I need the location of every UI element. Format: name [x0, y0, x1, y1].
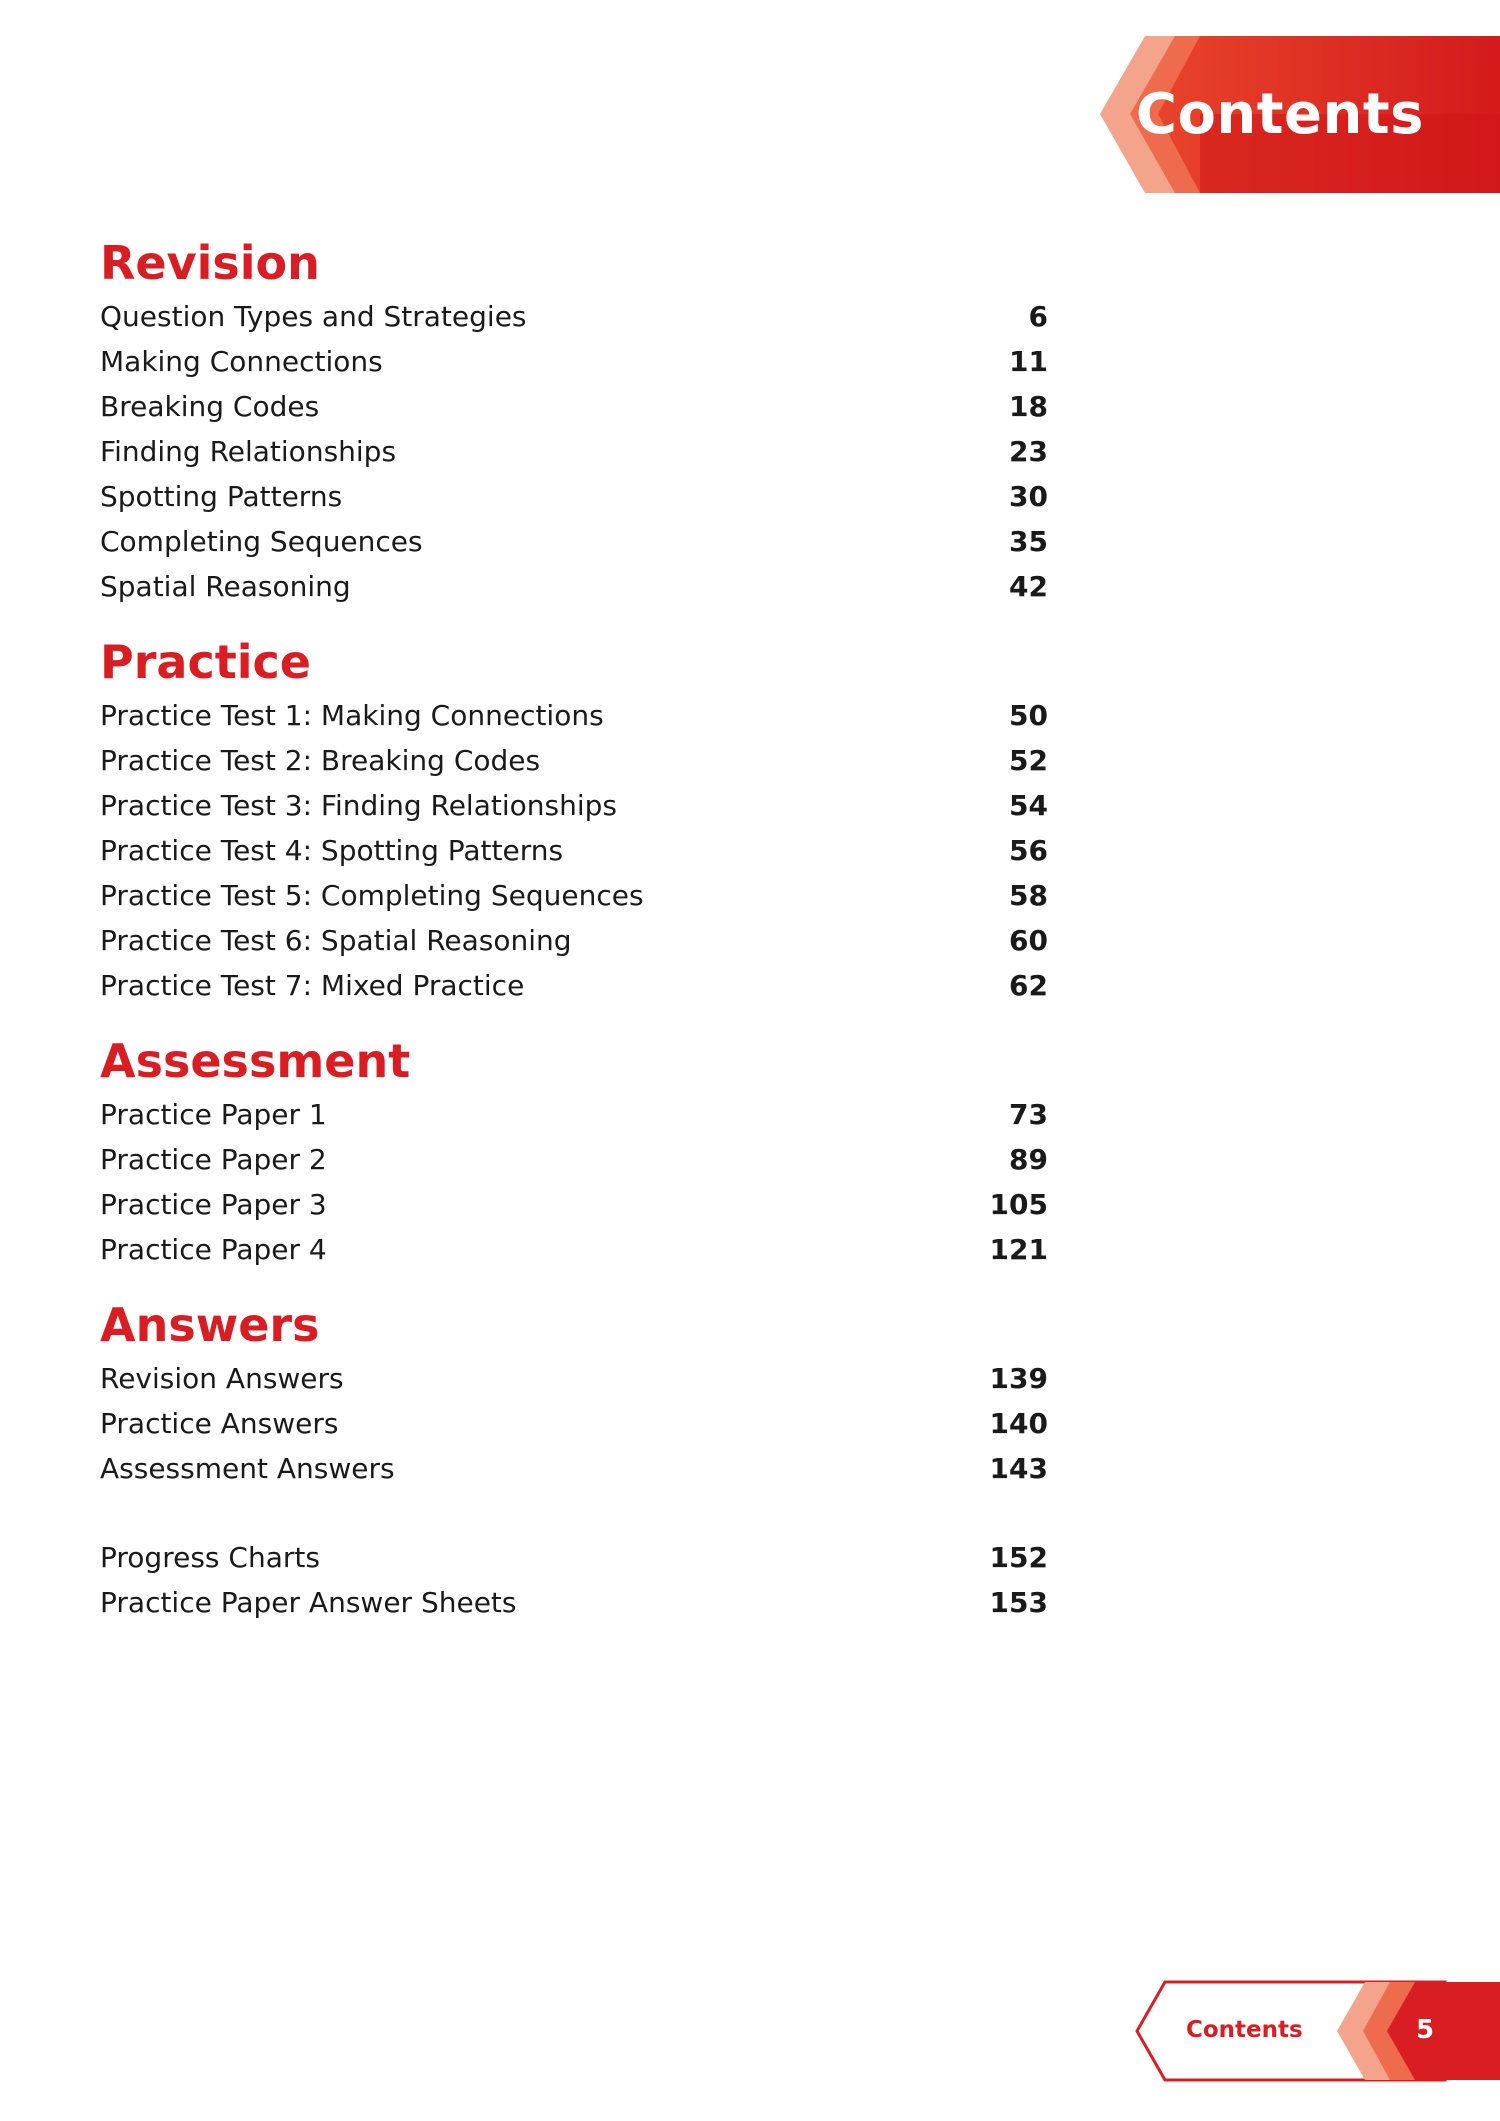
entry-page: 35 [1009, 525, 1048, 558]
entry-page: 42 [1009, 570, 1048, 603]
section-answers [100, 1294, 1048, 1491]
entry-label: Practice Test 2: Breaking Codes [100, 744, 541, 777]
entry-label: Practice Test 1: Making Connections [100, 699, 604, 732]
entry-label: Progress Charts [100, 1541, 320, 1574]
entry-label: Spotting Patterns [100, 480, 343, 513]
page-number: 5 [1415, 2015, 1435, 2045]
entry-label: Practice Test 5: Completing Sequences [100, 879, 644, 912]
toc-entry[interactable] [100, 1535, 1048, 1580]
section-revision [100, 232, 1048, 609]
entry-label: Making Connections [100, 345, 383, 378]
toc-entry[interactable] [100, 1356, 1048, 1401]
entry-label: Practice Test 7: Mixed Practice [100, 969, 525, 1002]
entry-label: Practice Test 4: Spotting Patterns [100, 834, 564, 867]
toc-entry[interactable] [100, 1092, 1048, 1137]
entry-page: 52 [1009, 744, 1048, 777]
toc-entry[interactable] [100, 519, 1048, 564]
section-title: Assessment [100, 1034, 411, 1088]
footer-label: Contents [1186, 2017, 1303, 2043]
entry-label: Finding Relationships [100, 435, 397, 468]
entry-page: 73 [1009, 1098, 1048, 1131]
toc-entry[interactable] [100, 918, 1048, 963]
entry-label: Practice Answers [100, 1407, 339, 1440]
toc-entry[interactable] [100, 1137, 1048, 1182]
toc-entry[interactable] [100, 873, 1048, 918]
entry-label: Practice Paper Answer Sheets [100, 1586, 517, 1619]
entry-page: 153 [989, 1586, 1048, 1619]
toc-entry[interactable] [100, 294, 1048, 339]
entry-label: Practice Paper 1 [100, 1098, 327, 1131]
section-assessment [100, 1030, 1048, 1272]
toc-entry[interactable] [100, 339, 1048, 384]
entry-page: 139 [989, 1362, 1048, 1395]
toc-entry[interactable] [100, 429, 1048, 474]
entry-page: 89 [1009, 1143, 1048, 1176]
toc-entry[interactable] [100, 1401, 1048, 1446]
entry-page: 54 [1009, 789, 1048, 822]
toc-entry[interactable] [100, 828, 1048, 873]
toc-entry[interactable] [100, 384, 1048, 429]
entry-label: Completing Sequences [100, 525, 423, 558]
entry-page: 58 [1009, 879, 1048, 912]
entry-label: Practice Test 6: Spatial Reasoning [100, 924, 572, 957]
toc-entry[interactable] [100, 783, 1048, 828]
entry-label: Spatial Reasoning [100, 570, 351, 603]
entry-page: 152 [989, 1541, 1048, 1574]
toc-entry[interactable] [100, 474, 1048, 519]
entry-page: 6 [1028, 300, 1048, 333]
entry-label: Assessment Answers [100, 1452, 395, 1485]
entry-page: 11 [1009, 345, 1048, 378]
entry-label: Practice Paper 4 [100, 1233, 327, 1266]
toc-entry[interactable] [100, 693, 1048, 738]
entry-label: Breaking Codes [100, 390, 320, 423]
entry-page: 140 [989, 1407, 1048, 1440]
entry-page: 23 [1009, 435, 1048, 468]
entry-label: Practice Paper 2 [100, 1143, 327, 1176]
toc-entry[interactable] [100, 1446, 1048, 1491]
toc-entry[interactable] [100, 1182, 1048, 1227]
entry-label: Practice Paper 3 [100, 1188, 327, 1221]
entry-label: Practice Test 3: Finding Relationships [100, 789, 617, 822]
toc-entry[interactable] [100, 564, 1048, 609]
toc-entry[interactable] [100, 963, 1048, 1008]
page-title: Contents [1135, 82, 1424, 147]
section-practice [100, 631, 1048, 1008]
entry-page: 105 [989, 1188, 1048, 1221]
entry-page: 50 [1009, 699, 1048, 732]
entry-page: 30 [1009, 480, 1048, 513]
entry-label: Question Types and Strategies [100, 300, 527, 333]
entry-page: 60 [1009, 924, 1048, 957]
toc-entry[interactable] [100, 1580, 1048, 1625]
table-of-contents [100, 232, 1048, 1625]
toc-entry[interactable] [100, 1227, 1048, 1272]
entry-page: 56 [1009, 834, 1048, 867]
entry-page: 18 [1009, 390, 1048, 423]
entry-page: 143 [989, 1452, 1048, 1485]
section-title: Answers [100, 1298, 320, 1352]
section-extras [100, 1535, 1048, 1625]
entry-page: 62 [1009, 969, 1048, 1002]
section-title: Revision [100, 236, 320, 290]
section-title: Practice [100, 635, 311, 689]
entry-label: Revision Answers [100, 1362, 344, 1395]
entry-page: 121 [989, 1233, 1048, 1266]
toc-entry[interactable] [100, 738, 1048, 783]
